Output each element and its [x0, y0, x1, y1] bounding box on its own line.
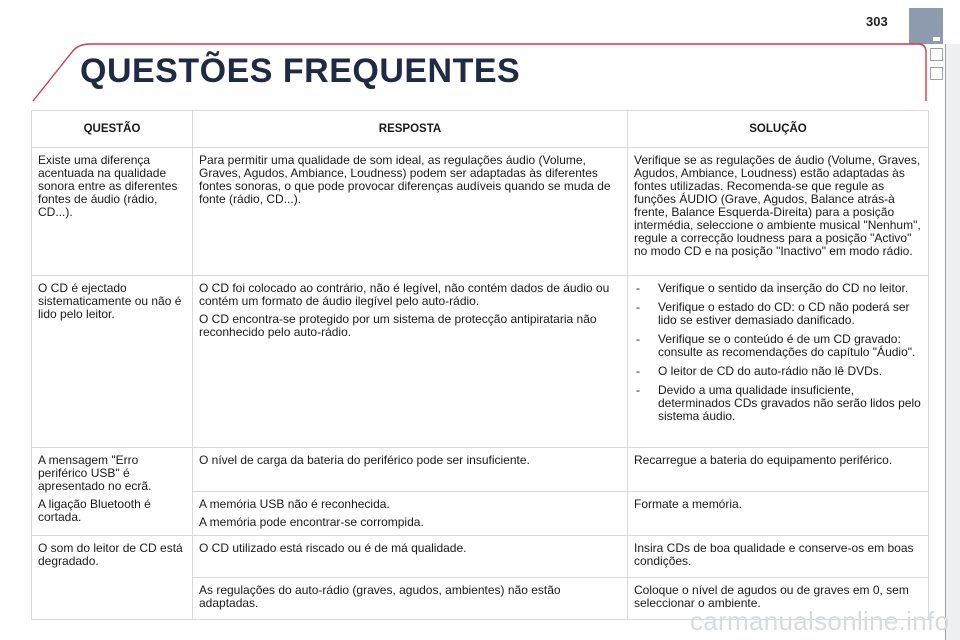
page-number: 303 — [866, 14, 888, 29]
list-item: - Verifique o estado do CD: o CD não poderá ser lido se estiver demasiado danificado. — [636, 300, 910, 327]
list-item: - Verifique se o conteúdo é de um CD gravado: consulte as recomendações do capítulo "Áudio". — [636, 332, 916, 359]
answer-text: O CD encontra-se protegido por um sistema de protecção antipirataria não reconhecido pelo auto-rádio. — [199, 312, 597, 339]
question-text: O CD é ejectado sistematicamente ou não é lido pelo leitor. — [38, 281, 182, 321]
table-row — [32, 536, 929, 578]
list-item: - Devido a uma qualidade insuficiente, determinados CDs gravados não serão lidos pelo sistema áudio. — [636, 383, 921, 423]
side-rule — [945, 44, 946, 640]
header-answer: RESPOSTA — [193, 111, 628, 148]
solution-cell — [628, 276, 929, 448]
question-cell — [32, 536, 193, 620]
list-item: - O leitor de CD do auto-rádio não lê DVDs. — [636, 364, 883, 378]
question-text: Existe uma diferença acentuada na qualidade sonora entre as diferentes fontes de áudio (rádio, CD...). — [38, 153, 178, 219]
table-header-row — [32, 111, 929, 148]
solution-cell — [628, 492, 929, 536]
question-cell — [32, 276, 193, 448]
faq-table — [31, 110, 929, 620]
page-title: QUESTÕES FREQUENTES — [80, 52, 521, 90]
header-question: QUESTÃO — [32, 111, 193, 148]
answer-cell — [193, 536, 628, 578]
list-item: - Verifique o sentido da inserção do CD no leitor. — [636, 281, 909, 295]
table-row — [32, 276, 929, 448]
answer-text: O CD utilizado está riscado ou é de má qualidade. — [199, 541, 467, 555]
solution-text: Recarregue a bateria do equipamento periférico. — [634, 453, 893, 467]
answer-text: A memória USB não é reconhecida. — [199, 497, 390, 511]
answer-text: As regulações do auto-rádio (graves, agudos, ambientes) não estão adaptadas. — [199, 583, 561, 610]
answer-text: O nível de carga da bateria do periférico pode ser insuficiente. — [199, 453, 530, 467]
solution-text: Formate a memória. — [634, 497, 743, 511]
question-text: A mensagem "Erro periférico USB" é apresentado no ecrã. — [38, 453, 152, 493]
question-text: O som do leitor de CD está degradado. — [38, 541, 183, 568]
answer-text: Para permitir uma qualidade de som ideal, as regulações áudio (Volume, Graves, Agudos, Ambiance, Loudness) podem ser adaptadas às diferentes fontes sonoras, o que pode provocar diferenças audíveis quando se muda de fonte (rádio, CD...). — [199, 153, 611, 206]
question-cell — [32, 148, 193, 276]
answer-text: A memória pode encontrar-se corrompida. — [199, 515, 424, 529]
solution-text: Verifique se as regulações de áudio (Volume, Graves, Agudos, Ambiance, Loudness) estão adaptadas às fontes utilizadas. Recomenda-se que regule as funções ÁUDIO (Grave, Agudos, Balance atrás-à frente, Balance Esquerda-Direita) para a posição intermédia, seleccione o ambiente musical "Nenhum", regule a correcção loudness para a posição "Activo" no modo CD e na posição "Inactivo" em modo rádio. — [634, 153, 921, 258]
side-boxes — [930, 48, 943, 86]
question-text: A ligação Bluetooth é cortada. — [38, 497, 151, 524]
answer-cell — [193, 448, 628, 492]
side-box — [930, 48, 943, 61]
header-solution: SOLUÇÃO — [628, 111, 929, 148]
chapter-tab-marker — [933, 37, 940, 41]
answer-text: O CD foi colocado ao contrário, não é legível, não contém dados de áudio ou contém um formato de áudio ilegível pelo auto-rádio. — [199, 281, 610, 308]
solution-text: Insira CDs de boa qualidade e conserve-os em boas condições. — [634, 541, 914, 568]
solution-cell — [628, 448, 929, 492]
solution-text: Coloque o nível de agudos ou de graves em 0, sem seleccionar o ambiente. — [634, 583, 909, 610]
answer-cell — [193, 276, 628, 448]
solution-cell — [628, 536, 929, 578]
question-cell — [32, 448, 193, 536]
side-strip — [946, 44, 960, 640]
solution-cell — [628, 148, 929, 276]
footer-watermark: carmanualsonline.info — [690, 606, 950, 636]
table-row — [32, 148, 929, 276]
answer-cell — [193, 148, 628, 276]
side-box — [930, 67, 943, 80]
table-row — [32, 448, 929, 492]
answer-cell — [193, 578, 628, 620]
chapter-tab — [909, 8, 943, 44]
answer-cell — [193, 492, 628, 536]
solution-list — [634, 282, 922, 423]
